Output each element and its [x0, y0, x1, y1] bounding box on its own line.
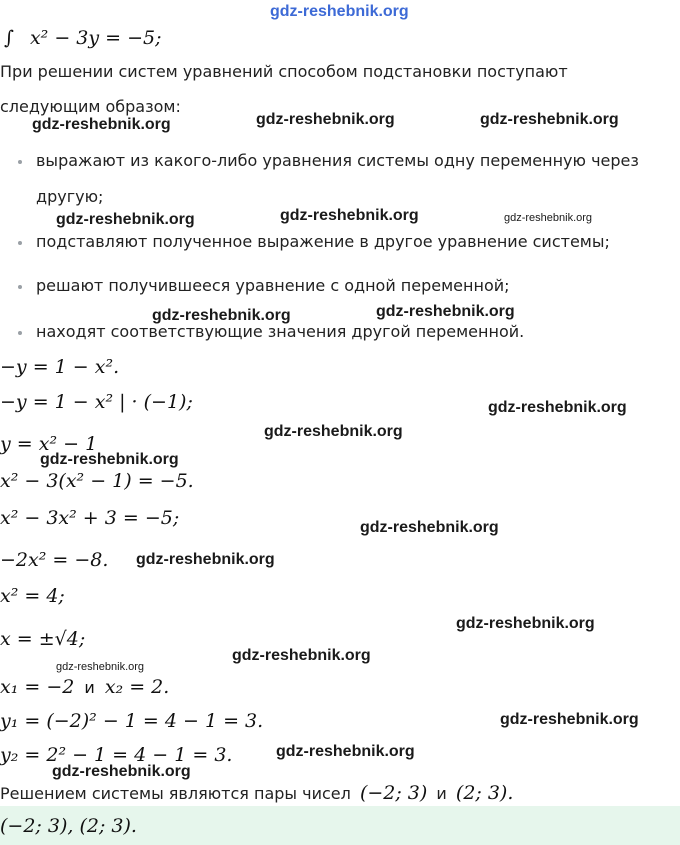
bullet-item-1-cont: другую;	[36, 187, 104, 206]
step-10: y₁ = (−2)² − 1 = 4 − 1 = 3.	[0, 710, 264, 732]
intro-line-1: При решении систем уравнений способом подстановки поступают	[0, 62, 568, 81]
watermark: gdz-reshebnik.org	[256, 111, 395, 128]
integral-sign: ∫	[4, 27, 14, 49]
watermark: gdz-reshebnik.org	[232, 647, 371, 664]
watermark: gdz-reshebnik.org	[32, 116, 171, 133]
watermark: gdz-reshebnik.org	[276, 743, 415, 760]
watermark: gdz-reshebnik.org	[152, 307, 291, 324]
watermark: gdz-reshebnik.org	[280, 207, 419, 224]
watermark: gdz-reshebnik.org	[456, 615, 595, 632]
conclusion-line	[0, 782, 513, 804]
watermark: gdz-reshebnik.org	[360, 519, 499, 536]
bullet-item-4: находят соответствующие значения другой переменной.	[36, 322, 525, 341]
step-8: x = ±√4;	[0, 628, 86, 650]
bullet-dot	[18, 331, 22, 335]
step-6: −2x² = −8.	[0, 549, 109, 571]
watermark: gdz-reshebnik.org	[40, 451, 179, 468]
bullet-dot	[18, 241, 22, 245]
step-9-x1: x₁ = −2	[0, 676, 75, 698]
watermark-top: gdz-reshebnik.org	[270, 3, 409, 20]
watermark: gdz-reshebnik.org	[488, 399, 627, 416]
answer-text: (−2; 3), (2; 3).	[0, 815, 137, 837]
step-5: x² − 3x² + 3 = −5;	[0, 507, 180, 529]
watermark: gdz-reshebnik.org	[52, 763, 191, 780]
intro-line-2: следующим образом:	[0, 97, 181, 116]
step-7: x² = 4;	[0, 585, 65, 607]
conclusion-and: и	[436, 784, 447, 803]
step-4: x² − 3(x² − 1) = −5.	[0, 470, 194, 492]
watermark: gdz-reshebnik.org	[56, 661, 145, 673]
conclusion-pair-1: (−2; 3)	[359, 782, 428, 804]
bullet-dot	[18, 160, 22, 164]
step-3: y = x² − 1	[0, 433, 98, 455]
step-1: −y = 1 − x².	[0, 356, 120, 378]
equation-first	[4, 27, 162, 49]
bullet-item-1: выражают из какого-либо уравнения системы одну переменную через	[36, 151, 639, 170]
watermark: gdz-reshebnik.org	[264, 423, 403, 440]
step-9-and: и	[84, 678, 95, 697]
bullet-item-2: подставляют полученное выражение в другое уравнение системы;	[36, 232, 610, 251]
watermark: gdz-reshebnik.org	[504, 212, 593, 224]
conclusion-text: Решением системы являются пары чисел	[0, 784, 351, 803]
watermark: gdz-reshebnik.org	[376, 303, 515, 320]
step-2: −y = 1 − x² | · (−1);	[0, 391, 193, 413]
step-9-x2: x₂ = 2.	[104, 676, 170, 698]
bullet-dot	[18, 285, 22, 289]
watermark: gdz-reshebnik.org	[56, 211, 195, 228]
watermark: gdz-reshebnik.org	[500, 711, 639, 728]
conclusion-pair-2: (2; 3).	[455, 782, 514, 804]
step-11: y₂ = 2² − 1 = 4 − 1 = 3.	[0, 744, 233, 766]
watermark: gdz-reshebnik.org	[480, 111, 619, 128]
step-9	[0, 676, 169, 698]
equation-first-body: x² − 3y = −5;	[29, 27, 162, 49]
watermark: gdz-reshebnik.org	[136, 551, 275, 568]
bullet-item-3: решают получившееся уравнение с одной переменной;	[36, 276, 510, 295]
